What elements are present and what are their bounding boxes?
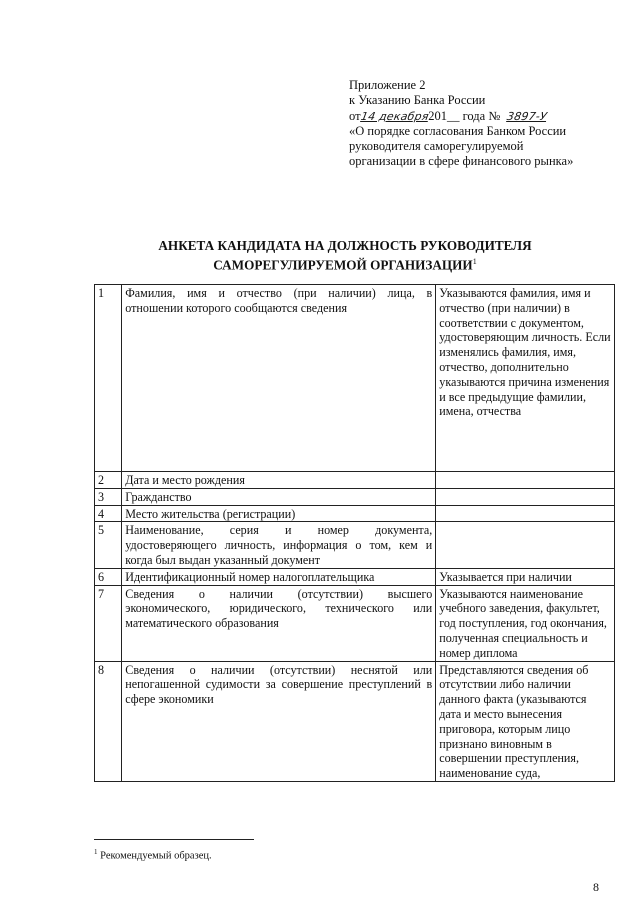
table-row — [95, 661, 615, 781]
row-number: 3 — [95, 488, 122, 505]
row-number: 6 — [95, 568, 122, 585]
row-instruction: Указываются фамилия, имя и отчество (при наличии) в соответствии с документом, удостоверяющим личность. Если изменялись фамилия, имя, отчество, дополнительно указываются причина изменения и все предыдущие фамилии, имена, отчества — [436, 285, 615, 472]
row-description: Наименование, серия и номер документа, удостоверяющего личность, информация о том, кем и когда был выдан указанный документ — [122, 522, 436, 568]
date-mid: 201__ года № — [428, 108, 501, 123]
appendix-label: Приложение 2 — [349, 78, 426, 92]
row-number: 7 — [95, 585, 122, 661]
row-instruction: Указываются наименование учебного заведения, факультет, год поступления, год окончания, полученная специальность и номер диплома — [436, 585, 615, 661]
row-description: Идентификационный номер налогоплательщика — [122, 568, 436, 585]
appendix-subject-2: руководителя саморегулируемой — [349, 139, 524, 154]
table-row — [95, 522, 615, 568]
appendix-reference: к Указанию Банка России — [349, 93, 486, 108]
questionnaire-table — [94, 284, 615, 782]
appendix-subject-3: организации в сфере финансового рынка» — [349, 154, 574, 169]
row-instruction — [436, 472, 615, 489]
page-number: 8 — [593, 880, 599, 894]
row-number: 2 — [95, 472, 122, 489]
row-instruction — [436, 488, 615, 505]
form-title-line-2 — [100, 254, 590, 273]
table-row — [95, 568, 615, 585]
table-row — [95, 285, 615, 472]
table-row — [95, 472, 615, 489]
table-row — [95, 488, 615, 505]
form-title-line-1: АНКЕТА КАНДИДАТА НА ДОЛЖНОСТЬ РУКОВОДИТЕЛЯ — [158, 238, 532, 253]
row-number: 1 — [95, 285, 122, 472]
row-description: Место жительства (регистрации) — [122, 505, 436, 522]
appendix-header — [349, 78, 634, 170]
row-description: Дата и место рождения — [122, 472, 436, 489]
row-description: Сведения о наличии (отсутствии) высшего экономического, юридического, технического или математического образования — [122, 585, 436, 661]
row-instruction — [436, 505, 615, 522]
date-prefix: от — [349, 108, 361, 123]
row-number: 8 — [95, 661, 122, 781]
row-instruction: Указывается при наличии — [436, 568, 615, 585]
row-number: 4 — [95, 505, 122, 522]
appendix-date-line — [349, 109, 634, 124]
footnote — [94, 848, 212, 862]
row-number: 5 — [95, 522, 122, 568]
handwritten-date: 14 декабря — [359, 109, 430, 123]
footnote-divider — [94, 839, 254, 840]
footnote-text: Рекомендуемый образец. — [100, 850, 212, 862]
row-description: Гражданство — [122, 488, 436, 505]
table-row — [95, 585, 615, 661]
row-instruction: Представляются сведения об отсутствии либо наличии данного факта (указываются дата и место вынесения приговора, которым лицо признано виновным в совершении преступления, наименование суда, — [436, 661, 615, 781]
row-description: Фамилия, имя и отчество (при наличии) лица, в отношении которого сообщаются сведения — [122, 285, 436, 472]
footnote-ref: 1 — [472, 257, 477, 266]
handwritten-number: 3897-У — [506, 109, 549, 123]
footnote-number: 1 — [94, 848, 98, 856]
row-instruction — [436, 522, 615, 568]
row-description: Сведения о наличии (отсутствии) неснятой или непогашенной судимости за совершение преступлений в сфере экономики — [122, 661, 436, 781]
appendix-subject-1: «О порядке согласования Банком России — [349, 123, 567, 138]
table-row — [95, 505, 615, 522]
form-title-line-2-text: САМОРЕГУЛИРУЕМОЙ ОРГАНИЗАЦИИ — [213, 257, 473, 273]
form-title — [100, 238, 590, 273]
